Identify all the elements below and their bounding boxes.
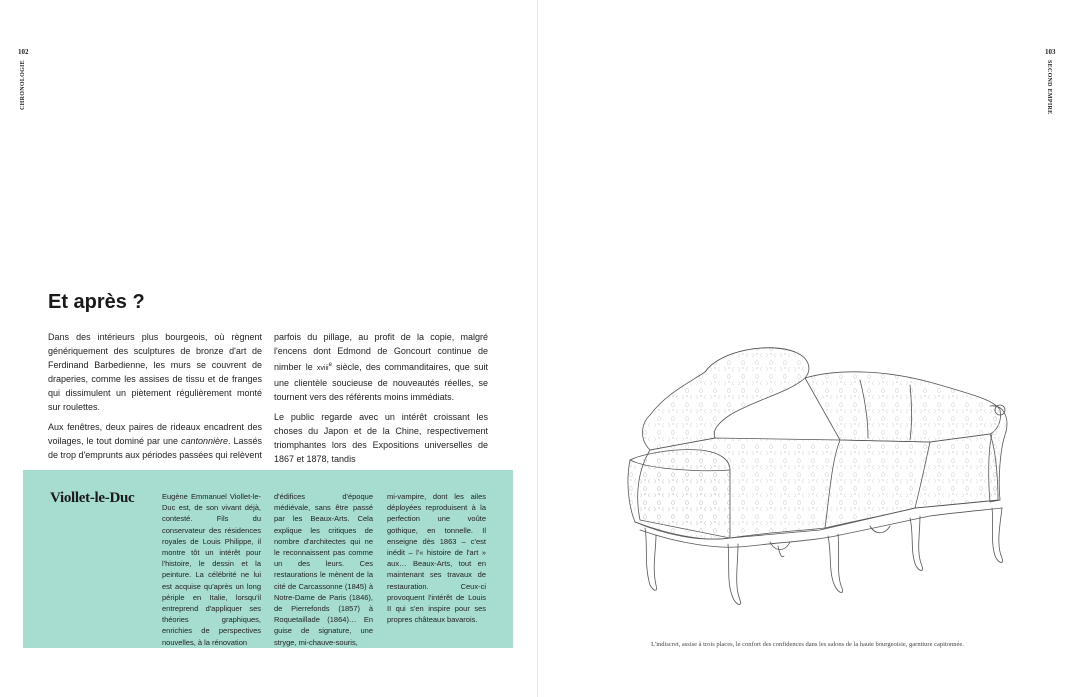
article-paragraph: parfois du pillage, au profit de la copie, malgré l'encens dont Edmond de Goncourt continue de nimber le xviii$^e$ siècle, des commanditaires, que suit une clientèle soucieuse de nouveautés réelles, se tournent vers des référents moins immédiats. [274, 332, 488, 402]
article-paragraph: Dans des intérieurs plus bourgeois, où règnent génériquement des sculptures de bronze d'art de Ferdinand Barbedienne, les murs se couvrent de draperies, comme les assises de tissu et de franges qui dissimulent un piètement régulièrement monté sur roulettes. [48, 332, 262, 412]
right-running-head: SECOND EMPIRE [1046, 60, 1052, 115]
article-heading: Et après ? [48, 291, 145, 313]
sidebar-column-1: Eugène Emmanuel Viollet-le-Duc est, de son vivant déjà, contesté. Fils du conservateur des résidences royales de Louis Philippe, il montre tôt un intérêt pour l'histoire, le dessin et la peinture. La célébrité ne lui est acquise qu'après un long périple en Italie, lorsqu'il entreprend d'appliquer ses théories graphiques, enrichies de perspectives nouvelles, à la rénovation [162, 492, 261, 647]
right-folio: 103 [1045, 48, 1056, 56]
century-numeral: xviii [316, 365, 329, 372]
left-folio: 102 [18, 48, 29, 56]
page-gutter [537, 0, 538, 697]
emphasis-term: cantonnière [180, 436, 228, 446]
article-column-1 [48, 330, 262, 468]
sidebar-column-2: d'édifices d'époque médiévale, sans être passé par les Beaux-Arts. Cela explique les critiques de nombre d'architectes qui ne le reconnaissent pas comme un des leurs. Ces restaurations le mènent de la cité de Carcassonne (1845) à Notre-Dame de Paris (1846), de Pierrefonds (1857) à Roquetaillade (1864)… En guise de signature, une stryge, mi-chauve-souris, [274, 492, 373, 647]
article-column-2 [274, 330, 488, 472]
sidebar-column-3: mi-vampire, dont les ailes déployées reproduisent à la perfection une voûte gothique, en tonnelle. Il enseigne dès 1863 – c'est inédit – l'« histoire de l'art » aux… Beaux-Arts, tout en maintenant ses travaux de restauration. Ceux-ci provoquent l'intérêt de Louis II qui s'en inspire pour ses propres châteaux bavarois. [387, 492, 486, 625]
article-paragraph: Le public regarde avec un intérêt croissant les choses du Japon et de la Chine, respectivement triomphantes lors des Expositions universelles de 1867 et 1878, tandis [274, 412, 488, 464]
left-running-head: CHRONOLOGIE [20, 60, 26, 110]
article-paragraph: Aux fenêtres, deux paires de rideaux encadrent des voilages, le tout dominé par une cantonnière. Lassés de trop d'emprunts aux périodes passées qui relèvent [48, 422, 262, 460]
sidebar-box [23, 470, 513, 648]
sidebar-title: Viollet-le-Duc [50, 490, 135, 506]
sofa-illustration [610, 330, 1015, 630]
figure-caption: L'indiscret, assise à trois places, le confort des confidences dans les salons de la haute bourgeoisie, garniture capitonnée. [651, 641, 964, 648]
